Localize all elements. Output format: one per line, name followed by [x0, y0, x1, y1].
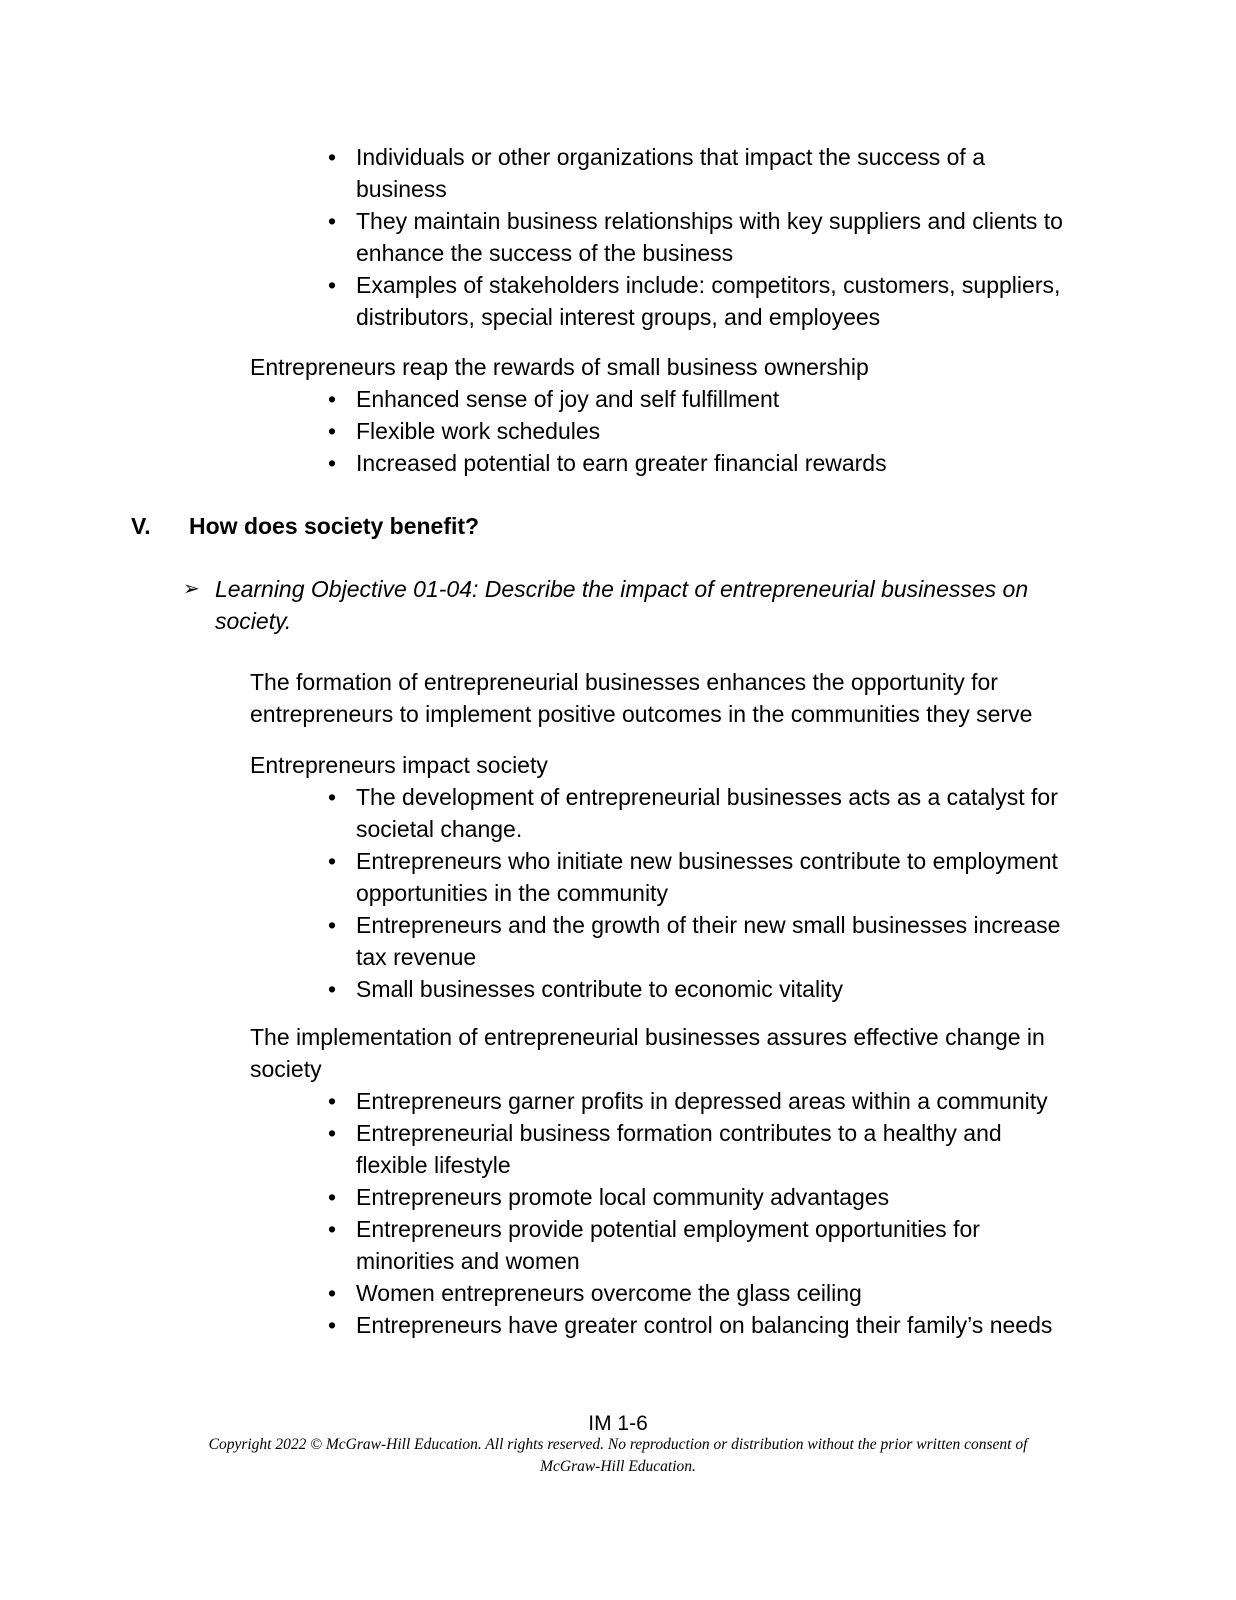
section-title: How does society benefit? [189, 513, 480, 539]
formation-paragraph: The formation of entrepreneurial businesses enhances the opportunity for entrepreneurs to implement positive outcomes in the communities they serve [250, 669, 1033, 727]
list-item: • The development of entrepreneurial businesses acts as a catalyst for societal change. [325, 781, 1070, 845]
arrow-bullet-icon: ➢ [183, 578, 200, 600]
learning-objective [183, 573, 1083, 637]
bullet-icon: • [327, 450, 337, 476]
bullet-icon: • [327, 1184, 337, 1210]
list-item: • Individuals or other organizations that impact the success of a business [325, 141, 1070, 205]
bullet-icon: • [327, 1120, 337, 1146]
list-item: • Flexible work schedules [325, 415, 1070, 447]
bullet-icon: • [327, 272, 337, 298]
list-item: • They maintain business relationships with key suppliers and clients to enhance the success of the business [325, 205, 1070, 269]
list-item: • Entrepreneurs who initiate new businesses contribute to employment opportunities in the community [325, 845, 1070, 909]
learning-objective-text: Learning Objective 01-04: Describe the impact of entrepreneurial businesses on society. [215, 576, 1029, 634]
list-item: • Entrepreneurs have greater control on balancing their family’s needs [325, 1309, 1070, 1341]
bullet-icon: • [327, 784, 337, 810]
rewards-list [325, 383, 1070, 479]
bullet-icon: • [327, 144, 337, 170]
bullet-icon: • [327, 1280, 337, 1306]
list-item: • Enhanced sense of joy and self fulfillment [325, 383, 1070, 415]
bullet-icon: • [327, 386, 337, 412]
bullet-icon: • [327, 1088, 337, 1114]
list-item: • Entrepreneurs promote local community advantages [325, 1181, 1070, 1213]
section-number: V. [131, 513, 151, 539]
bullet-icon: • [327, 848, 337, 874]
implementation-title: The implementation of entrepreneurial businesses assures effective change in society [250, 1024, 1045, 1082]
implementation-list [325, 1085, 1070, 1341]
stakeholder-list [325, 141, 1070, 333]
list-item: • Examples of stakeholders include: competitors, customers, suppliers, distributors, special interest groups, and employees [325, 269, 1070, 333]
rewards-title: Entrepreneurs reap the rewards of small business ownership [250, 354, 869, 380]
list-item: • Women entrepreneurs overcome the glass ceiling [325, 1277, 1070, 1309]
list-item: • Entrepreneurs and the growth of their new small businesses increase tax revenue [325, 909, 1070, 973]
list-item: • Entrepreneurs provide potential employment opportunities for minorities and women [325, 1213, 1070, 1277]
impact-title: Entrepreneurs impact society [250, 752, 548, 778]
bullet-icon: • [327, 976, 337, 1002]
bullet-icon: • [327, 418, 337, 444]
section-heading [131, 510, 479, 542]
page-number: IM 1-6 [588, 1412, 648, 1435]
bullet-icon: • [327, 208, 337, 234]
impact-list [325, 781, 1070, 1005]
bullet-icon: • [327, 1216, 337, 1242]
list-item: • Entrepreneurial business formation contributes to a healthy and flexible lifestyle [325, 1117, 1070, 1181]
bullet-icon: • [327, 1312, 337, 1338]
copyright-notice: Copyright 2022 © McGraw-Hill Education. All rights reserved. No reproduction or distribution without the prior written consent of McGraw-Hill Education. [208, 1436, 1028, 1475]
list-item: • Small businesses contribute to economic vitality [325, 973, 1070, 1005]
list-item: • Increased potential to earn greater financial rewards [325, 447, 1070, 479]
bullet-icon: • [327, 912, 337, 938]
list-item: • Entrepreneurs garner profits in depressed areas within a community [325, 1085, 1070, 1117]
